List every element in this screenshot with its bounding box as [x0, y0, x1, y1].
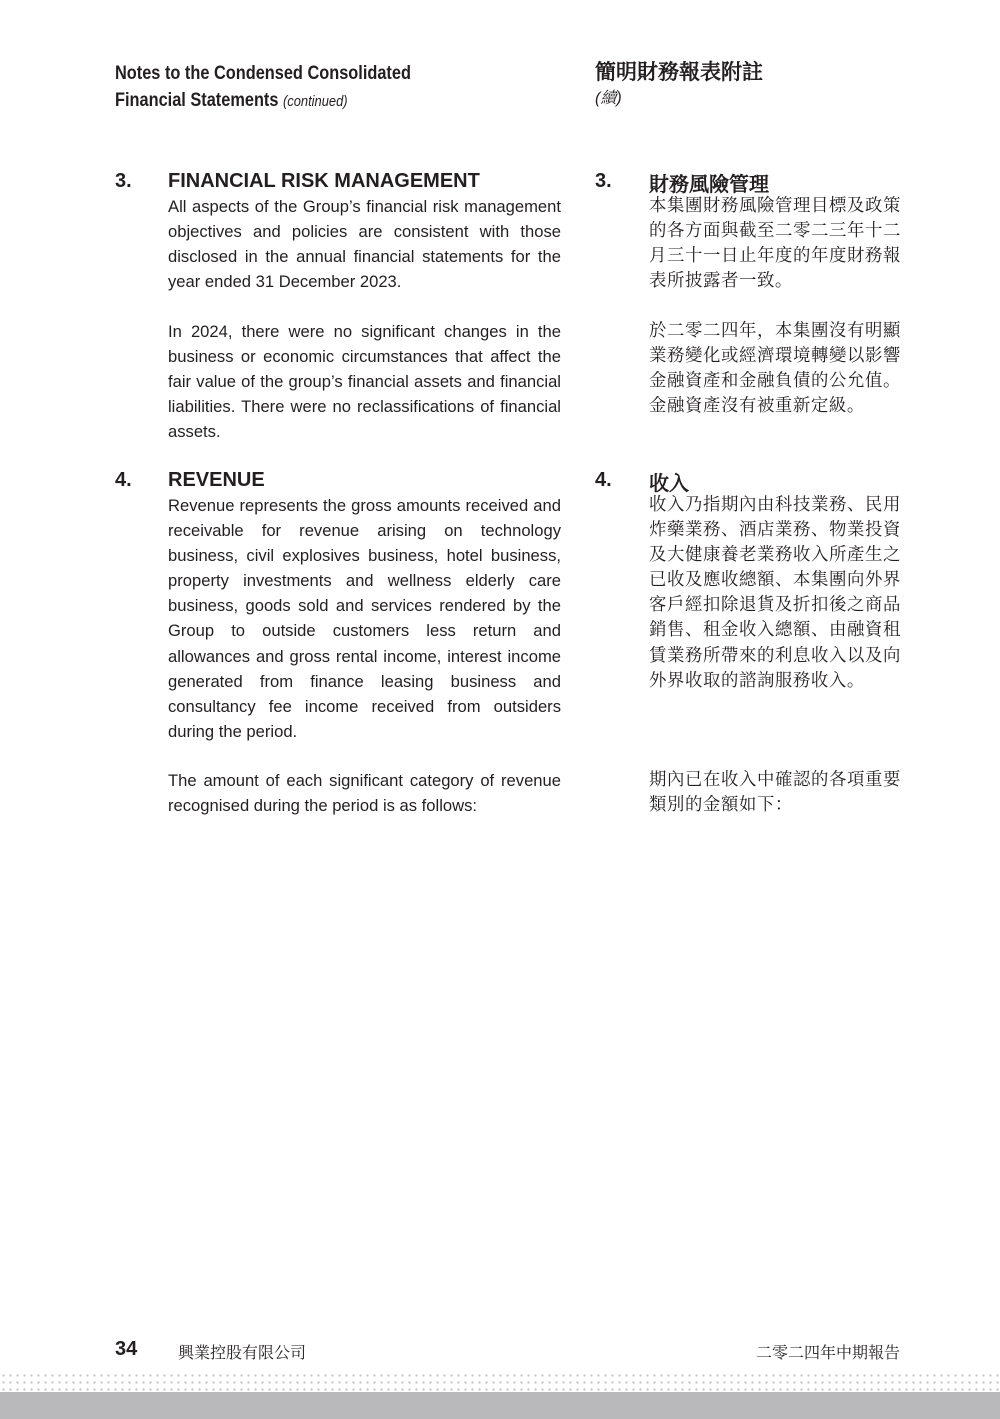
section-4-title-en: REVENUE: [168, 469, 265, 491]
header-zh: [595, 58, 763, 112]
header-en-title: Financial Statements: [115, 90, 279, 111]
footer-dot-pattern: [0, 1372, 1000, 1392]
header-en-line1: Notes to the Condensed Consolidated: [115, 63, 411, 84]
section-4-title-zh: 收入: [649, 471, 689, 495]
section-4-para-1-zh: 收入乃指期內由科技業務、民用炸藥業務、酒店業務、物業投資及大健康養老業務收入所產生之已收及應收總額、本集團向外界客戶經扣除退貨及折扣後之商品銷售、租金收入總額、由融資租賃業務所帶來的利息收入以及向外界收取的諮詢服務收入。: [649, 495, 901, 691]
report-name: 二零二四年中期報告: [755, 1343, 900, 1362]
company-name: 興業控股有限公司: [178, 1343, 307, 1362]
header-en-line2: [115, 87, 411, 115]
section-3-number-zh: 3.: [595, 170, 612, 192]
section-3-para-2-zh: 於二零二四年，本集團沒有明顯業務變化或經濟環境轉變以影響金融資產和金融負債的公允值。金融資產沒有被重新定級。: [649, 321, 901, 417]
section-3-para-2-en: In 2024, there were no significant changes in the business or economic circumstances that affect the fair value of the group’s financial assets and financial liabilities. There were no reclassifications of financial assets.: [168, 322, 561, 442]
header-zh-continued: (續): [595, 90, 622, 107]
section-3-title-en: FINANCIAL RISK MANAGEMENT: [168, 170, 480, 192]
header-en-continued: (continued): [282, 93, 348, 110]
section-3-title-zh: 財務風險管理: [649, 172, 769, 196]
section-4-para-2-zh: 期內已在收入中確認的各項重要類別的金額如下：: [649, 770, 901, 816]
section-3-para-1-zh: 本集團財務風險管理目標及政策的各方面與截至二零二三年十二月三十一日止年度的年度財務報表所披露者一致。: [649, 196, 901, 292]
header-en: [115, 60, 459, 115]
footer-band: [0, 1392, 1000, 1419]
section-3-para-1-en: All aspects of the Group’s financial risk management objectives and policies are consistent with those disclosed in the annual financial statements for the year ended 31 December 2023.: [168, 197, 561, 292]
section-4-para-2-en: The amount of each significant category of revenue recognised during the period is as follows:: [168, 771, 561, 816]
section-3-number-en: 3.: [115, 170, 132, 192]
section-4-para-1-en: Revenue represents the gross amounts received and receivable for revenue arising on technology business, civil explosives business, hotel business, property investments and wellness elderly care business, goods sold and services rendered by the Group to outside customers less return and allowances and gross rental income, interest income generated from finance leasing business and consultancy fee income received from outsiders during the period.: [168, 496, 561, 741]
section-4-number-zh: 4.: [595, 469, 612, 491]
header-zh-title: 簡明財務報表附註: [595, 60, 763, 84]
page-number: 34: [115, 1338, 138, 1360]
section-4-number-en: 4.: [115, 469, 132, 491]
